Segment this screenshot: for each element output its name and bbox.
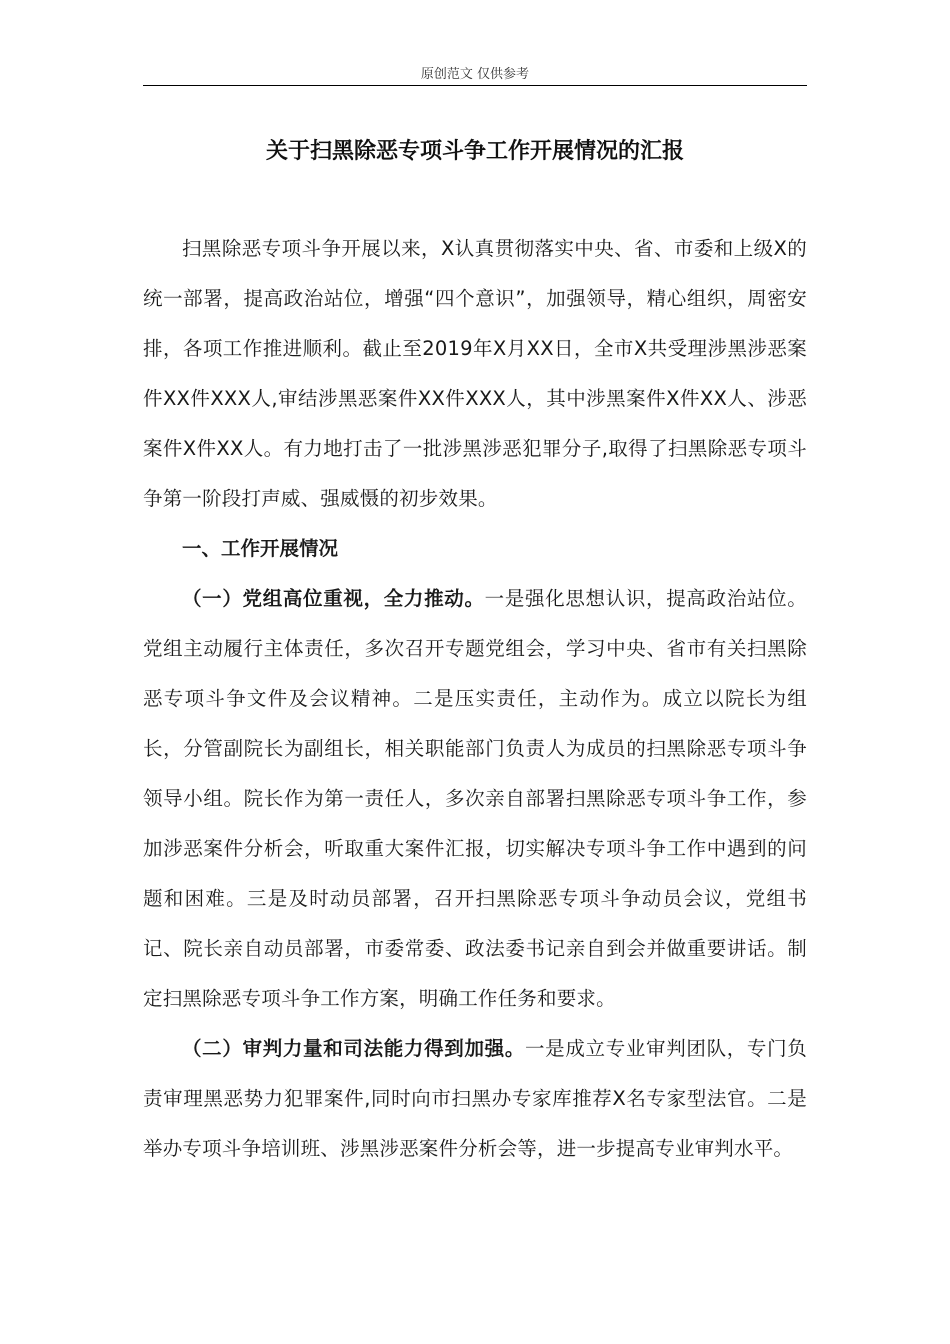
item-lead-1: （一）党组高位重视，全力推动。 [182,587,485,610]
item-lead-2: （二）审判力量和司法能力得到加强。 [182,1037,525,1060]
document-title: 关于扫黑除恶专项斗争工作开展情况的汇报 [265,139,684,164]
item-paragraph-2 [143,1024,807,1174]
section-heading: 一、工作开展情况 [182,537,339,560]
document-body [143,224,807,1174]
header-divider [143,85,807,86]
header-note: 原创范文 仅供参考 [420,67,530,82]
item-paragraph-1 [143,574,807,1024]
item-text-2: 一是成立专业审判团队，专门负责审理黑恶势力犯罪案件,同时向市扫黑办专家库推荐X名专家型法官。二是举办专项斗争培训班、涉黑涉恶案件分析会等，进一步提高专业审判水平。 [143,1037,807,1160]
intro-paragraph: 扫黑除恶专项斗争开展以来，X认真贯彻落实中央、省、市委和上级X的统一部署，提高政治站位，增强“四个意识”，加强领导，精心组织，周密安排，各项工作推进顺利。截止至2019年X月XX日，全市X共受理涉黑涉恶案件XX件XXX人,审结涉黑恶案件XX件XXX人，其中涉黑案件X件XX人、涉恶案件X件XX人。有力地打击了一批涉黑涉恶犯罪分子,取得了扫黑除恶专项斗争第一阶段打声威、强威慑的初步效果。 [143,237,807,510]
item-text-1: 一是强化思想认识，提高政治站位。党组主动履行主体责任，多次召开专题党组会，学习中央、省市有关扫黑除恶专项斗争文件及会议精神。二是压实责任，主动作为。成立以院长为组长，分管副院长为副组长，相关职能部门负责人为成员的扫黑除恶专项斗争领导小组。院长作为第一责任人，多次亲自部署扫黑除恶专项斗争工作，参加涉恶案件分析会，听取重大案件汇报，切实解决专项斗争工作中遇到的问题和困难。三是及时动员部署，召开扫黑除恶专项斗争动员会议，党组书记、院长亲自动员部署，市委常委、政法委书记亲自到会并做重要讲话。制定扫黑除恶专项斗争工作方案，明确工作任务和要求。 [143,587,807,1010]
